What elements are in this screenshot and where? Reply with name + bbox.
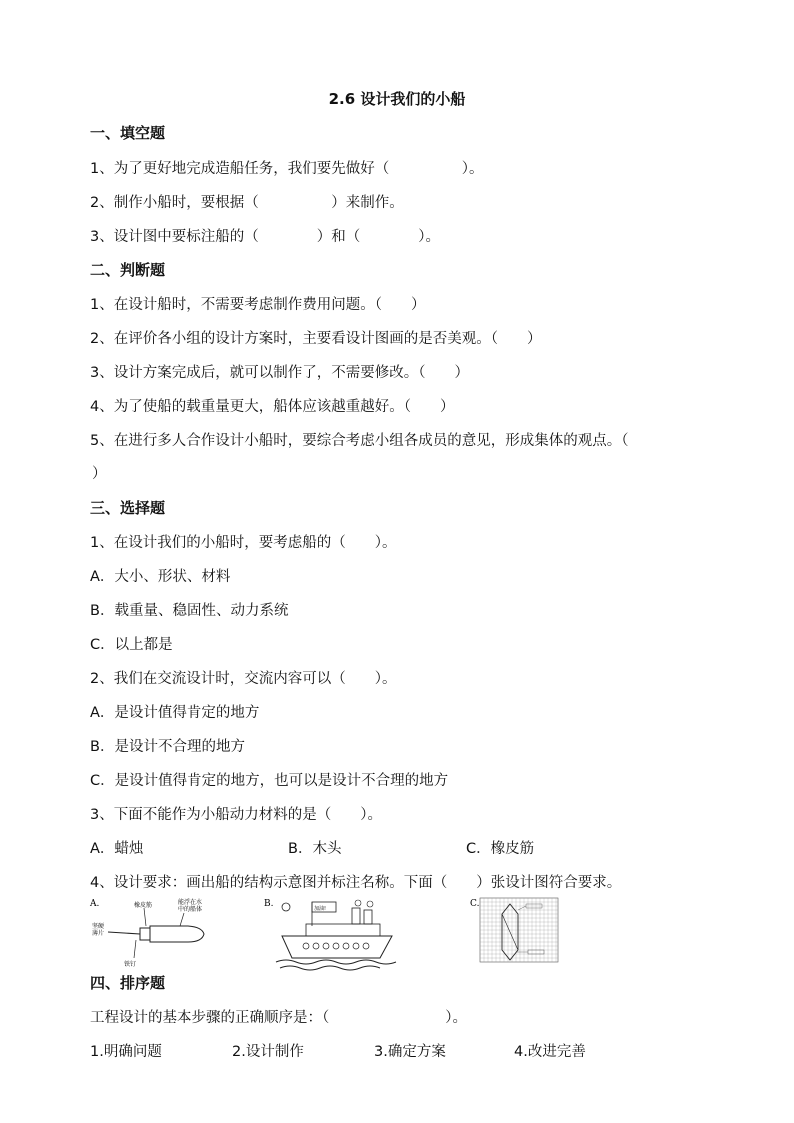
chimney-2 — [364, 910, 372, 924]
section-heading-choice: 三、选择题 — [90, 499, 166, 517]
choice-q3-option-a: A．蜡烛 — [90, 841, 144, 857]
figure-a-label-float-2: 中的船体 — [178, 906, 203, 913]
judge-question-4: 4、为了使船的载重量更大，船体应该越重越好。（ ） — [90, 399, 455, 415]
figure-c-grid-drawing — [468, 896, 568, 966]
rubber-band-pointer — [144, 908, 146, 926]
nail-pointer — [134, 940, 136, 958]
sun-icon — [282, 903, 290, 911]
porthole-row — [303, 943, 369, 949]
figure-b-cartoon-ship — [262, 896, 402, 972]
order-question: 工程设计的基本步骤的正确顺序是：（ ）。 — [90, 1010, 467, 1026]
figure-a-label-float-1: 能浮在水 — [178, 899, 203, 906]
choice-q3-option-c: C．橡皮筋 — [466, 841, 535, 857]
page-title: 2.6 设计我们的小船 — [328, 90, 466, 108]
choice-q2-option-a: A．是设计值得肯定的地方 — [90, 705, 260, 721]
judge-question-5: 5、在进行多人合作设计小船时，要综合考虑小组各成员的意见，形成集体的观点。（ — [90, 433, 629, 449]
figure-b-letter: B. — [264, 899, 274, 909]
figure-c-letter: C. — [470, 899, 480, 909]
ship-hull — [282, 936, 392, 958]
choice-question-3: 3、下面不能作为小船动力材料的是（ ）。 — [90, 807, 382, 823]
bottle-cap-shape — [140, 928, 150, 940]
choice-q2-option-b: B．是设计不合理的地方 — [90, 739, 245, 755]
choice-question-2: 2、我们在交流设计时，交流内容可以（ ）。 — [90, 671, 397, 687]
upper-deck — [306, 924, 380, 936]
choice-q3-option-b: B．木头 — [288, 841, 342, 857]
figure-a-letter: A. — [90, 899, 100, 909]
judge-question-3: 3、设计方案完成后，就可以制作了，不需要修改。（ ） — [90, 365, 469, 381]
figure-a-label-hard-2: 薄片 — [92, 930, 105, 937]
chimney-1 — [352, 908, 360, 924]
choice-q2-option-c: C．是设计值得肯定的地方，也可以是设计不合理的地方 — [90, 773, 449, 789]
figure-a-bottle-boat — [88, 896, 218, 972]
section-heading-fill: 一、填空题 — [90, 124, 166, 142]
choice-q1-option-c: C．以上都是 — [90, 637, 173, 653]
section-heading-order: 四、排序题 — [90, 974, 166, 992]
section-heading-judge: 二、判断题 — [90, 261, 166, 279]
paddle-line — [108, 932, 140, 934]
order-step-1: 1.明确问题 — [90, 1044, 162, 1060]
judge-question-5-close: ） — [92, 466, 107, 482]
fill-question-3: 3、设计图中要标注船的（ ）和（ ）。 — [90, 229, 440, 245]
choice-q1-option-a: A．大小、形状、材料 — [90, 569, 231, 585]
choice-question-1: 1、在设计我们的小船时，要考虑船的（ ）。 — [90, 535, 397, 551]
figure-a-label-nail: 铁钉 — [124, 961, 137, 968]
order-step-4: 4.改进完善 — [514, 1044, 586, 1060]
fill-question-2: 2、制作小船时，要根据（ ）来制作。 — [90, 195, 404, 211]
figure-a-label-rubber-band: 橡皮筋 — [134, 902, 153, 909]
water-wave-2 — [280, 966, 380, 970]
choice-q1-option-b: B．载重量、稳固性、动力系统 — [90, 603, 289, 619]
judge-question-2: 2、在评价各小组的设计方案时，主要看设计图画的是否美观。（ ） — [90, 331, 542, 347]
order-step-2: 2.设计制作 — [232, 1044, 304, 1060]
choice-question-4: 4、设计要求：画出船的结构示意图并标注名称。下面（ ）张设计图符合要求。 — [90, 875, 622, 891]
fill-question-1: 1、为了更好地完成造船任务，我们要先做好（ ）。 — [90, 161, 484, 177]
float-pointer — [180, 913, 184, 926]
figure-a-label-hard-1: 坚硬 — [92, 923, 105, 930]
smoke-puff-2 — [367, 901, 373, 907]
bottle-hull-shape — [150, 926, 204, 942]
order-step-3: 3.确定方案 — [374, 1044, 446, 1060]
flag-text: 加油! — [314, 906, 327, 912]
judge-question-1: 1、在设计船时，不需要考虑制作费用问题。（ ） — [90, 297, 426, 313]
water-wave-1 — [276, 960, 396, 964]
smoke-puff-1 — [355, 900, 361, 906]
